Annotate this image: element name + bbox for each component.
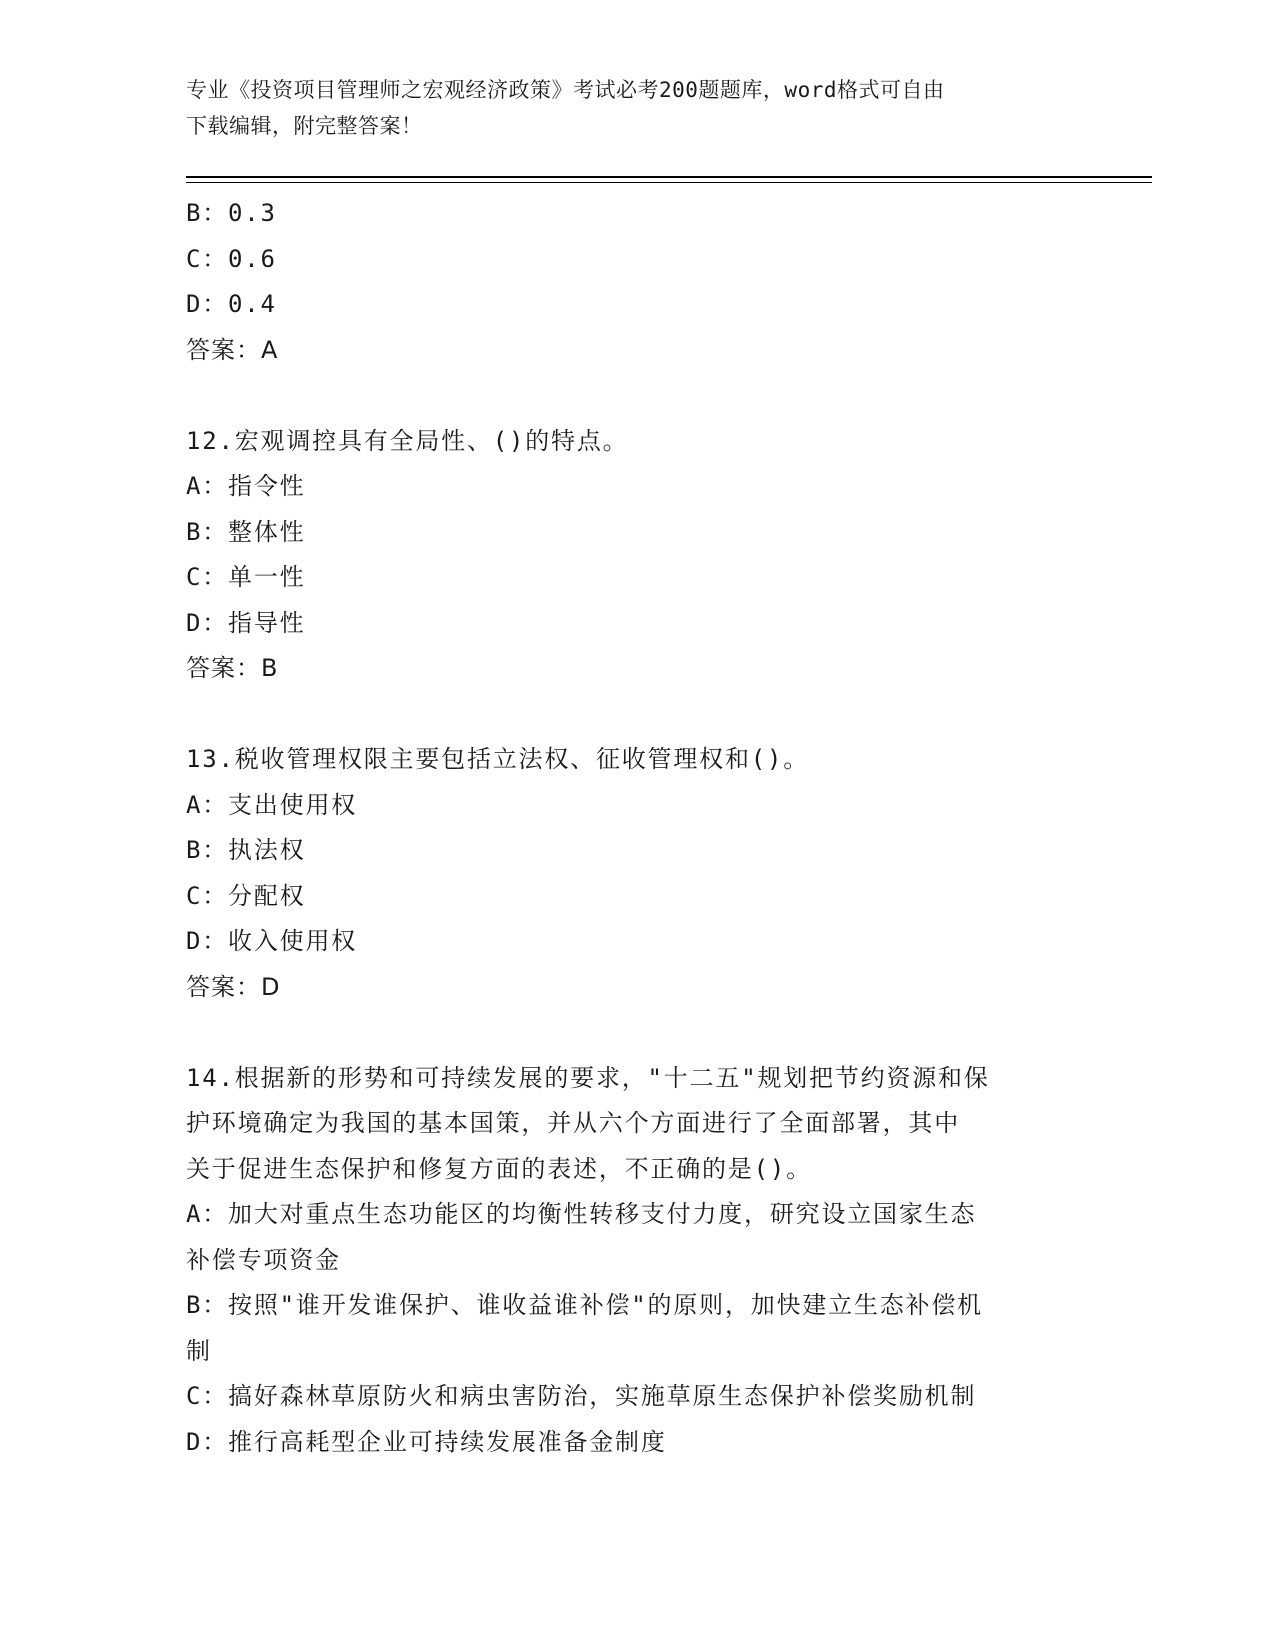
- option-b: B：整体性: [186, 517, 306, 546]
- question-13: [186, 737, 1076, 1010]
- option-a: A：指令性: [186, 472, 306, 500]
- option-c: C：0.6: [186, 244, 277, 273]
- document-header: [186, 72, 1066, 144]
- document-body: [186, 191, 1076, 1465]
- spacer: [186, 692, 1076, 738]
- option-a-line-1: A：加大对重点生态功能区的均衡性转移支付力度，研究设立国家生态: [186, 1200, 977, 1228]
- option-d: D：推行高耗型企业可持续发展准备金制度: [186, 1427, 667, 1456]
- header-divider-thin: [186, 182, 1152, 183]
- question-text: 13.税收管理权限主要包括立法权、征收管理权和()。: [186, 745, 810, 773]
- option-a-line-2: 补偿专项资金: [186, 1245, 341, 1274]
- question-14: [186, 1056, 1076, 1466]
- option-d: D：0.4: [186, 290, 277, 318]
- option-b-line-1: B：按照"谁开发谁保护、谁收益谁补偿"的原则，加快建立生态补偿机: [186, 1291, 983, 1319]
- question-text: 12.宏观调控具有全局性、()的特点。: [186, 426, 629, 455]
- header-line-1: 专业《投资项目管理师之宏观经济政策》考试必考200题题库，word格式可自由: [186, 78, 945, 102]
- option-a: A：支出使用权: [186, 790, 358, 819]
- option-b: B：0.3: [186, 199, 277, 227]
- option-d: D：指导性: [186, 608, 306, 637]
- question-text-line-3: 关于促进生态保护和修复方面的表述，不正确的是()。: [186, 1154, 812, 1183]
- question-text-line-2: 护环境确定为我国的基本国策，并从六个方面进行了全面部署，其中: [186, 1109, 960, 1137]
- header-line-2: 下载编辑，附完整答案！: [186, 114, 423, 138]
- question-text-line-1: 14.根据新的形势和可持续发展的要求，"十二五"规划把节约资源和保: [186, 1063, 990, 1092]
- option-b-line-2: 制: [186, 1336, 212, 1365]
- answer-line: 答案：B: [186, 654, 279, 682]
- answer-line: 答案：A: [186, 335, 279, 364]
- header-divider-thick: [186, 176, 1152, 178]
- option-d: D：收入使用权: [186, 927, 358, 955]
- option-c: C：分配权: [186, 881, 306, 910]
- question-12: [186, 419, 1076, 692]
- option-b: B：执法权: [186, 836, 306, 864]
- previous-question-tail: [186, 191, 1076, 373]
- answer-line: 答案：D: [186, 972, 281, 1001]
- option-c: C：单一性: [186, 563, 306, 591]
- option-c: C：搞好森林草原防火和病虫害防治，实施草原生态保护补偿奖励机制: [186, 1382, 977, 1410]
- spacer: [186, 1010, 1076, 1056]
- spacer: [186, 373, 1076, 419]
